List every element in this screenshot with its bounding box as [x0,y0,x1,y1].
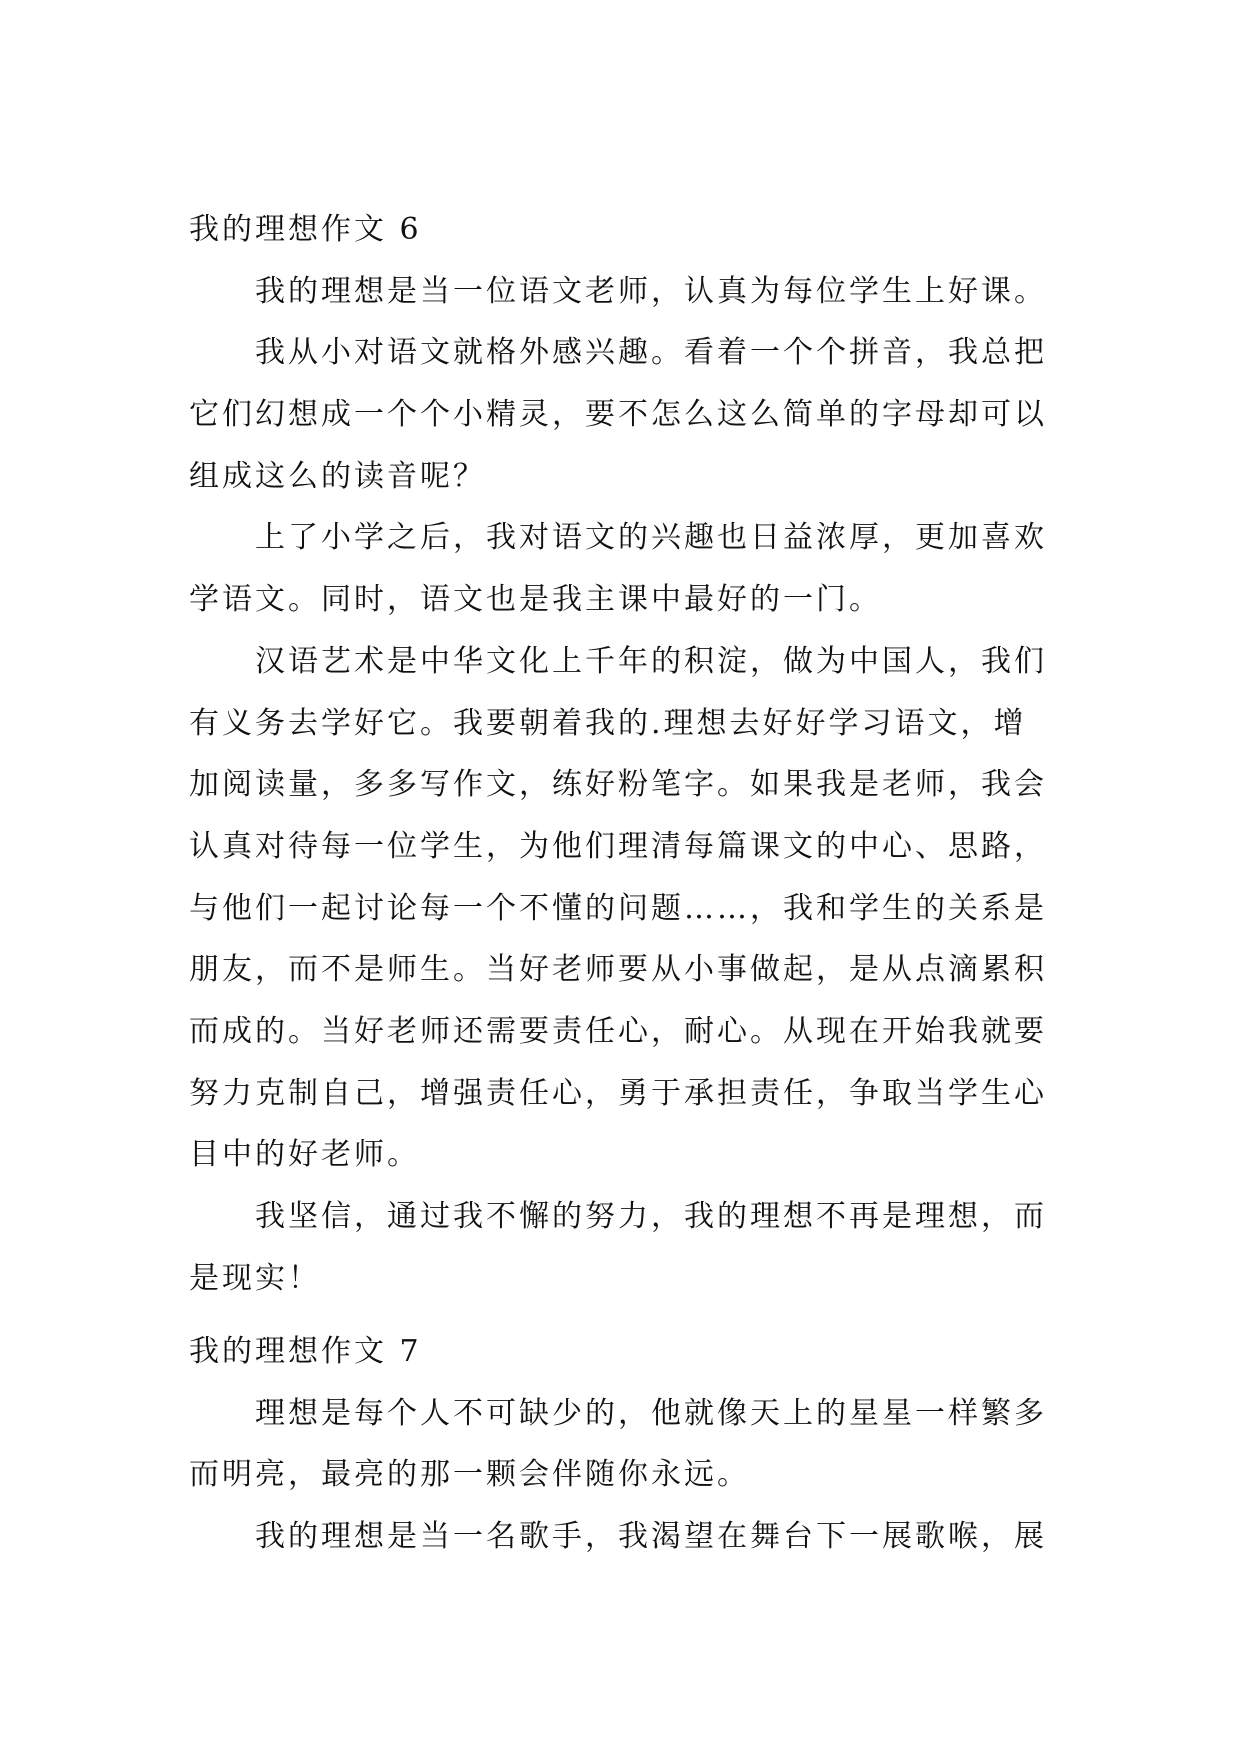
paragraph-line: 目中的好老师。 [189,1137,420,1173]
paragraph-line: 我从小对语文就格外感兴趣。看着一个个拼音，我总把 [255,335,1047,371]
paragraph-line: 是现实！ [189,1260,321,1296]
paragraph-line: 有义务去学好它。我要朝着我的.理想去好好学习语文，增 [189,705,1027,741]
essay-6 [189,199,1069,1309]
paragraph-line: 它们幻想成一个个小精灵，要不怎么这么简单的字母却可以 [189,397,1047,433]
paragraph-line: 理想是每个人不可缺少的，他就像天上的星星一样繁多 [255,1395,1047,1431]
paragraph-line: 学语文。同时，语文也是我主课中最好的一门。 [189,582,882,618]
paragraph-line: 加阅读量，多多写作文，练好粉笔字。如果我是老师，我会 [189,767,1047,803]
paragraph-line: 汉语艺术是中华文化上千年的积淀，做为中国人，我们 [255,643,1047,679]
paragraph [189,261,1069,323]
paragraph-line: 而成的。当好老师还需要责任心，耐心。从现在开始我就要 [189,1013,1047,1049]
paragraph-line: 与他们一起讨论每一个不懂的问题……，我和学生的关系是 [189,890,1047,926]
paragraph-line: 努力克制自己，增强责任心，勇于承担责任，争取当学生心 [189,1075,1047,1111]
essay-title: 我的理想作文 7 [189,1334,422,1369]
paragraph-line: 组成这么的读音呢？ [189,458,486,494]
paragraph-line: 我的理想是当一位语文老师，认真为每位学生上好课。 [255,273,1047,309]
paragraph [189,1506,1069,1568]
paragraph-line: 认真对待每一位学生，为他们理清每篇课文的中心、思路， [189,828,1047,864]
paragraph [189,1383,1069,1506]
paragraph-line: 而明亮，最亮的那一颗会伴随你永远。 [189,1457,750,1493]
paragraph [189,1186,1069,1309]
essay-7 [189,1321,1069,1568]
paragraph-line: 上了小学之后，我对语文的兴趣也日益浓厚，更加喜欢 [255,520,1047,556]
essay-title: 我的理想作文 6 [189,212,422,247]
paragraph-line: 我的理想是当一名歌手，我渴望在舞台下一展歌喉，展 [255,1519,1047,1555]
paragraph-line: 我坚信，通过我不懈的努力，我的理想不再是理想，而 [255,1199,1047,1234]
paragraph-line: 朋友，而不是师生。当好老师要从小事做起，是从点滴累积 [189,952,1047,988]
paragraph [189,631,1069,1186]
paragraph [189,322,1069,507]
paragraph [189,507,1069,630]
